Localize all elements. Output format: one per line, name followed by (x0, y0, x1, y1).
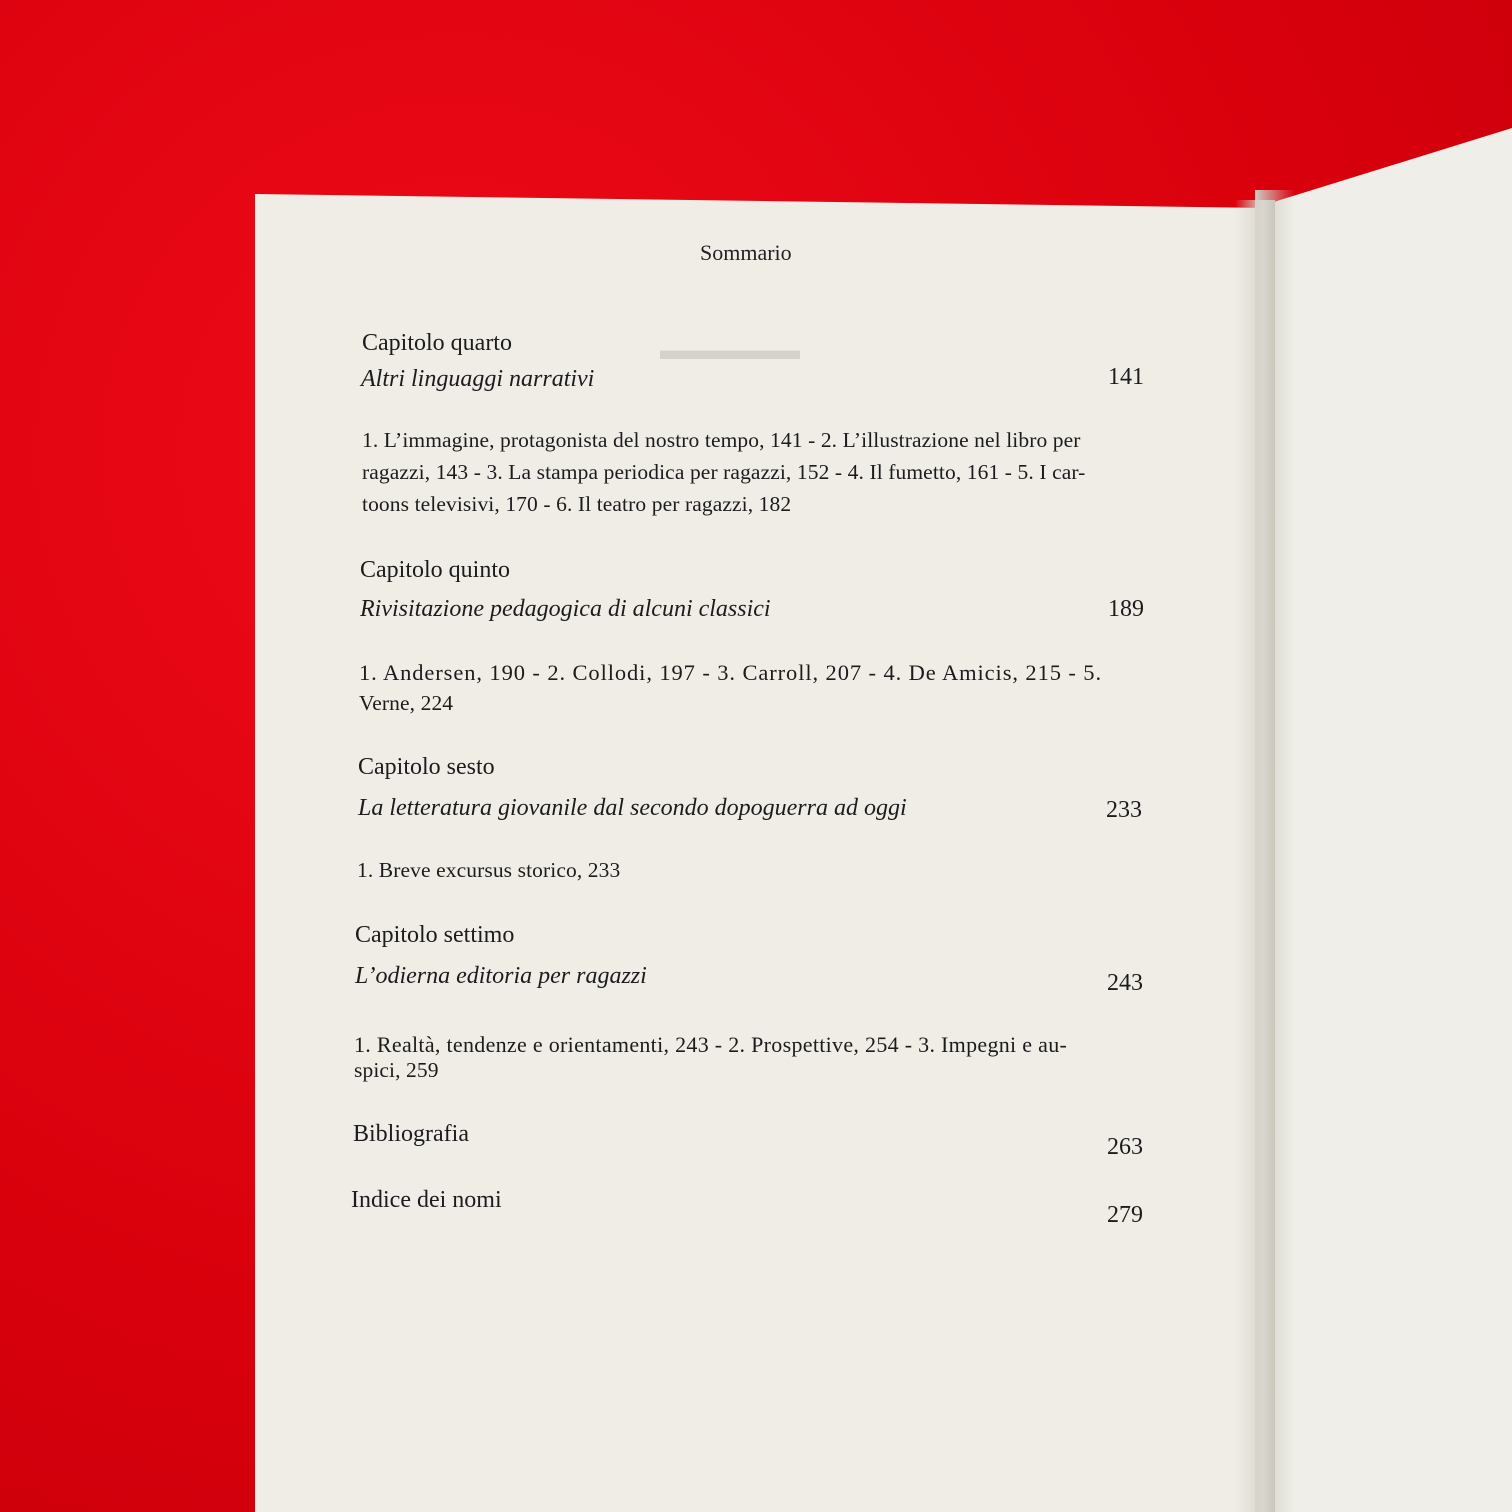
chapter-label: Capitolo quarto (362, 330, 512, 356)
section-line: 1. L’immagine, protagonista del nostro tempo, 141 - 2. L’illustrazione nel libro per (362, 428, 1081, 452)
section-line: spici, 259 (354, 1058, 439, 1082)
chapter-title: Altri linguaggi narrativi (361, 366, 595, 392)
section-line: 1. Andersen, 190 - 2. Collodi, 197 - 3. Carroll, 207 - 4. De Amicis, 215 - 5. (359, 660, 1102, 685)
show-through: ▬▬▬▬▬ (660, 335, 800, 366)
section-line: ragazzi, 143 - 3. La stampa periodica per ragazzi, 152 - 4. Il fumetto, 161 - 5. I car- (362, 460, 1086, 484)
chapter-page-number: 233 (1106, 797, 1142, 823)
section-line: 1. Realtà, tendenze e orientamenti, 243 - 2. Prospettive, 254 - 3. Impegni e au- (354, 1032, 1068, 1057)
chapter-page-number: 243 (1107, 970, 1143, 996)
section-line: 1. Breve excursus storico, 233 (357, 858, 621, 882)
back-matter-label: Indice dei nomi (351, 1187, 502, 1213)
chapter-label: Capitolo settimo (355, 922, 515, 948)
chapter-title: L’odierna editoria per ragazzi (355, 963, 647, 989)
chapter-label: Capitolo quinto (360, 557, 510, 583)
chapter-title: La letteratura giovanile dal secondo dopoguerra ad oggi (358, 795, 907, 821)
chapter-title: Rivisitazione pedagogica di alcuni classici (360, 596, 771, 622)
chapter-page-number: 189 (1108, 596, 1144, 622)
back-matter-page-number: 263 (1107, 1134, 1143, 1160)
section-line: Verne, 224 (359, 691, 454, 715)
back-matter-page-number: 279 (1107, 1202, 1143, 1228)
gutter (1235, 200, 1275, 1512)
chapter-label: Capitolo sesto (358, 754, 495, 780)
chapter-page-number: 141 (1108, 364, 1144, 390)
back-matter-label: Bibliografia (353, 1121, 469, 1147)
section-line: toons televisivi, 170 - 6. Il teatro per ragazzi, 182 (362, 492, 792, 516)
running-head: Sommario (700, 240, 792, 265)
